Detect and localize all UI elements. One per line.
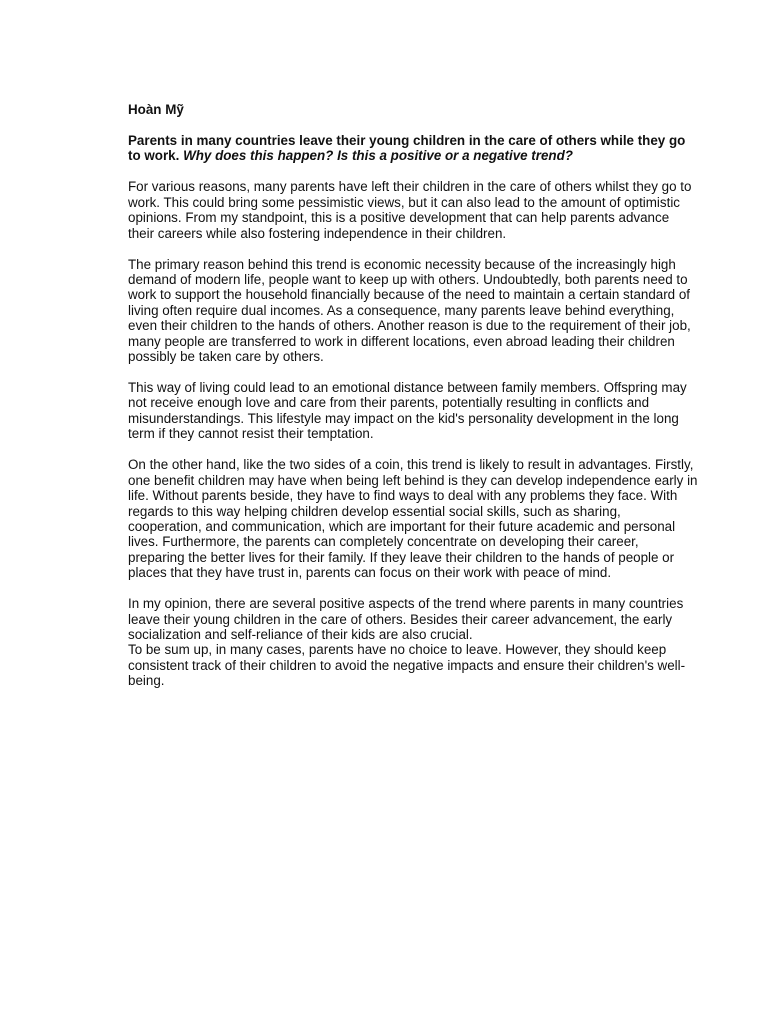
prompt-question: Why does this happen? Is this a positive or a negative trend? xyxy=(183,148,573,164)
paragraph-advantages: On the other hand, like the two sides of a coin, this trend is likely to result in advantages. Firstly, one benefit children may have when being left behind is they can develop independence early in life. Without parents beside, they have to find ways to deal with any problems they face. With regards to this way helping children develop essential social skills, such as sharing, cooperation, and communication, which are important for their future academic and personal lives. Furthermore, the parents can completely concentrate on developing their career, preparing the better lives for their family. If they leave their children to the hands of people or places that they have trust in, parents can focus on their work with peace of mind. xyxy=(128,457,698,581)
paragraph-conclusion: To be sum up, in many cases, parents have no choice to leave. However, they should keep consistent track of their children to avoid the negative impacts and ensure their children's well-being. xyxy=(128,642,686,689)
document-body xyxy=(128,102,698,689)
paragraph-introduction: For various reasons, many parents have left their children in the care of others whilst they go to work. This could bring some pessimistic views, but it can also lead to the amount of optimistic opinions. From my standpoint, this is a positive development that can help parents advance their careers while also fostering independence in their children. xyxy=(128,179,692,241)
paragraph-disadvantages: This way of living could lead to an emotional distance between family members. Offspring may not receive enough love and care from their parents, potentially resulting in conflicts and misunderstandings. This lifestyle may impact on the kid's personality development in the long term if they cannot resist their temptation. xyxy=(128,380,687,442)
paragraph-reasons: The primary reason behind this trend is economic necessity because of the increasingly high demand of modern life, people want to keep up with others. Undoubtedly, both parents need to work to support the household financially because of the need to maintain a certain standard of living often require dual incomes. As a consequence, many parents leave behind everything, even their children to the hands of others. Another reason is due to the requirement of their job, many people are transferred to work in different locations, even abroad leading their children possibly be taken care by others. xyxy=(128,256,691,365)
paragraph-opinion: In my opinion, there are several positive aspects of the trend where parents in many countries leave their young children in the care of others. Besides their career advancement, the early socialization and self-reliance of their kids are also crucial. xyxy=(128,596,684,642)
author-name: Hoàn Mỹ xyxy=(128,102,184,117)
essay-prompt xyxy=(128,133,698,164)
prompt-statement: Parents in many countries leave their young children in the care of others while they go to work. xyxy=(128,133,686,164)
